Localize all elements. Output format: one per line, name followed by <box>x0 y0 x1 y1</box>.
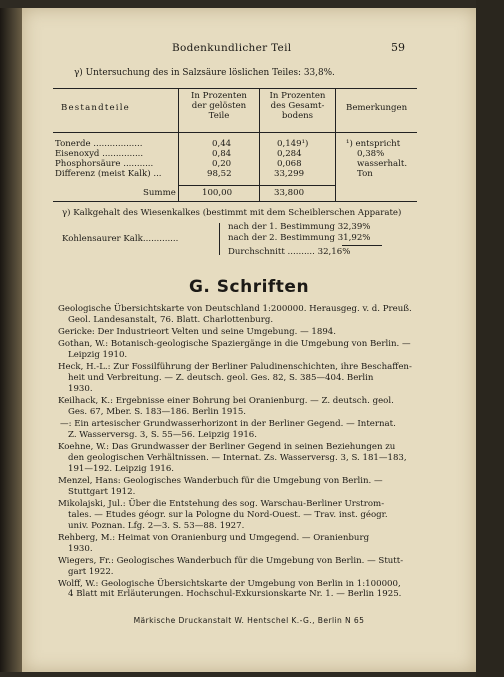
page-number: 59 <box>391 41 405 54</box>
reference-line: 4 Blatt mit Erläuterungen. Hochschul-Exkursionskarte Nr. 1. — Berlin 1925. <box>68 589 402 599</box>
reference-line: 191—192. Leipzig 1916. <box>68 464 175 474</box>
table-cell-remark: Ton <box>357 169 373 179</box>
col-header-geloest: In Prozenten der gelösten Teile <box>191 91 247 121</box>
sum-rule <box>342 245 382 246</box>
reference-line: Wolff, W.: Geologische Übersichtskarte der Umgebung von Berlin in 1:100000, <box>58 579 401 589</box>
book-edge <box>476 0 504 677</box>
kalk-label: Kohlensaurer Kalk............. <box>62 234 179 244</box>
table-cell-remark: wasserhalt. <box>357 159 408 169</box>
reference-line: Geol. Landesanstalt, 76. Blatt. Charlottenburg. <box>68 315 274 325</box>
sum-geloest: 100,00 <box>202 188 233 198</box>
table-row-name: Tonerde .................. <box>55 139 143 149</box>
table-cell-geloest: 0,44 <box>212 139 232 149</box>
table-row-name: Differenz (meist Kalk) ... <box>55 169 162 179</box>
reference-line: tales. — Etudes géogr. sur la Pologne du Nord-Ouest. — Trav. inst. géogr. <box>68 510 388 520</box>
col-header-bemerkungen: Bemerkungen <box>346 103 408 113</box>
table-cell-remark: 0,38% <box>357 149 385 159</box>
table-row-name: Phosphorsäure ........... <box>55 159 154 169</box>
section-title-schriften: G. Schriften <box>188 277 310 297</box>
book-page <box>22 8 476 672</box>
table-cell-geloest: 0,84 <box>212 149 232 159</box>
reference-line: Keilhack, K.: Ergebnisse einer Bohrung bei Oranienburg. — Z. deutsch. geol. <box>58 396 394 406</box>
reference-line: Gericke: Der Industrieort Velten und seine Umgebung. — 1894. <box>58 327 336 337</box>
table-cell-remark: ¹) entspricht <box>346 139 401 149</box>
printer-imprint: Märkische Druckanstalt W. Hentschel K.-G., Berlin N 65 <box>133 616 365 625</box>
reference-line: Ges. 67, Mber. S. 183—186. Berlin 1915. <box>68 407 247 417</box>
sum-label: Summe <box>143 188 176 198</box>
col-header-bestandteile: Bestandteile <box>61 103 130 113</box>
reference-line: 1930. <box>68 544 93 554</box>
analysis-table <box>53 88 417 202</box>
table-cell-gesamt: 0,068 <box>277 159 302 169</box>
reference-line: univ. Poznan. Lfg. 2—3. S. 53—88. 1927. <box>68 521 245 531</box>
section-gamma1-heading: γ) Untersuchung des in Salzsäure löslichen Teiles: 33,8%. <box>74 68 335 78</box>
reference-line: Geologische Übersichtskarte von Deutschland 1:200000. Herausgeg. v. d. Preuß. <box>58 304 412 314</box>
reference-line: Menzel, Hans: Geologisches Wanderbuch für die Umgebung von Berlin. — <box>58 476 383 486</box>
table-cell-gesamt: 0,149¹) <box>277 139 309 149</box>
reference-line: Z. Wasserversg. 3, S. 55—56. Leipzig 1916. <box>68 430 257 440</box>
table-row-name: Eisenoxyd ............... <box>55 149 144 159</box>
reference-line: Wiegers, Fr.: Geologisches Wanderbuch für die Umgebung von Berlin. — Stutt- <box>58 556 404 566</box>
kalk-line-1: nach der 1. Bestimmung 32,39% <box>228 222 371 232</box>
reference-line: Mikolajski, Jul.: Über die Entstehung des sog. Warschau-Berliner Urstrom- <box>58 499 385 509</box>
table-cell-gesamt: 33,299 <box>274 169 305 179</box>
reference-line: den geologischen Verhältnissen. — Internat. Zs. Wasserversg. 3, S. 181—183, <box>68 453 407 463</box>
running-header: Bodenkundlicher Teil <box>172 42 292 54</box>
kalk-line-3: Durchschnitt .......... 32,16% <box>228 247 351 257</box>
kalk-line-2: nach der 2. Bestimmung 31,92% <box>228 233 371 243</box>
reference-line: 1930. <box>68 384 93 394</box>
reference-line: gart 1922. <box>68 567 114 577</box>
table-cell-geloest: 0,20 <box>212 159 232 169</box>
reference-line: Koehne, W.: Das Grundwasser der Berliner Gegend in seinen Beziehungen zu <box>58 442 396 452</box>
reference-line: Leipzig 1910. <box>68 350 128 360</box>
table-cell-geloest: 98,52 <box>207 169 232 179</box>
col-header-gesamt: In Prozenten des Gesamt- bodens <box>269 91 326 121</box>
brace <box>219 223 226 255</box>
sum-gesamt: 33,800 <box>274 188 305 198</box>
section-gamma2-heading: γ) Kalkgehalt des Wiesenkalkes (bestimmt mit dem Scheiblerschen Apparate) <box>62 208 402 218</box>
reference-line: heit und Verbreitung. — Z. deutsch. geol. Ges. 82, S. 385—404. Berlin <box>68 373 374 383</box>
reference-line: Rehberg, M.: Heimat von Oranienburg und Umgegend. — Oranienburg <box>58 533 370 543</box>
table-cell-gesamt: 0,284 <box>277 149 302 159</box>
reference-line: —: Ein artesischer Grundwasserhorizont in der Berliner Gegend. — Internat. <box>60 419 396 429</box>
reference-line: Heck, H.-L.: Zur Fossilführung der Berliner Paludinenschichten, ihre Beschaffen- <box>58 362 412 372</box>
reference-line: Stuttgart 1912. <box>68 487 136 497</box>
reference-line: Gothan, W.: Botanisch-geologische Spaziergänge in die Umgebung von Berlin. — <box>58 339 411 349</box>
book-gutter <box>0 8 22 672</box>
